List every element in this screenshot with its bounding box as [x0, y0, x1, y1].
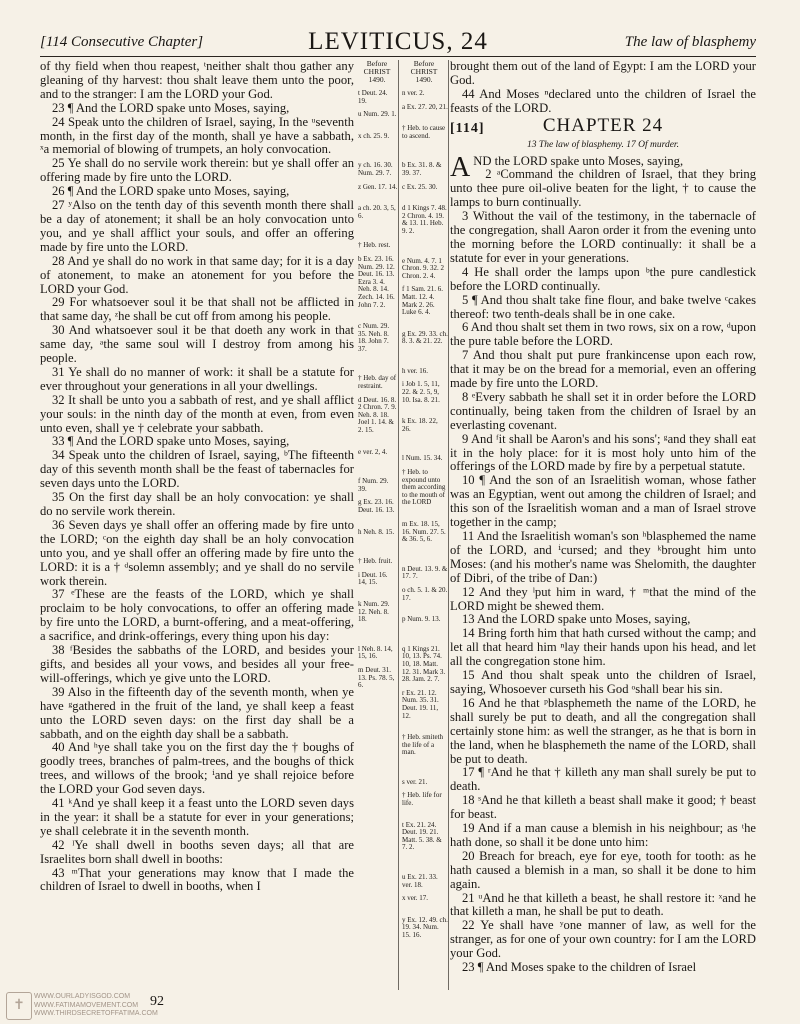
chapter-consecutive-number: [114]	[450, 120, 485, 136]
verse: 6 And thou shalt set them in two rows, six on a row, ᵈupon the pure table before the LORD.	[450, 320, 756, 349]
margin-references-right	[400, 60, 449, 990]
margin-reference: o ch. 5. 1. & 20. 17.	[402, 585, 448, 602]
margin-reference: l Num. 15. 34.	[402, 454, 443, 463]
margin-reference: e ver. 2, 4.	[358, 447, 388, 456]
verse: 27 ʸAlso on the tenth day of this seventh month there shall be a day of atonement; it shall be an holy convocation unto you, and ye shall afflict your souls, and offer an offering made by fire unto the LORD.	[40, 198, 354, 254]
date-heading: Before CHRIST 1490.	[363, 60, 391, 84]
verse: 3 Without the vail of the testimony, in the tabernacle of the congregation, shall Aaron order it from the evening unto the morning before the LORD continually: it shall be a statute for ever in your generations.	[450, 209, 756, 265]
margin-reference: † Heb. rest.	[358, 241, 391, 250]
verse: 42 ˡYe shall dwell in booths seven days; all that are Israelites born shall dwell in booths:	[40, 837, 354, 866]
date-heading: Before CHRIST 1490.	[410, 60, 438, 84]
verse: 10 ¶ And the son of an Israelitish woman, whose father was an Egyptian, went out among the children of Israel; and this son of the Israelitish woman and a man of Israel strove together in the camp;	[450, 473, 756, 530]
chapter-heading	[450, 114, 756, 139]
margin-reference: x ver. 17.	[402, 894, 429, 903]
verse: 24 Speak unto the children of Israel, saying, In the ᵘseventh month, in the first day of the month, shall ye have a sabbath, ˣa memorial of blowing of trumpets, an holy convocation.	[40, 114, 354, 157]
margin-reference: b Ex. 31. 8. & 39. 37.	[402, 161, 442, 177]
verse: 44 And Moses ⁿdeclared unto the children of Israel the feasts of the LORD.	[450, 86, 756, 115]
margin-reference: c Num. 29. 35. Neh. 8. 18. John 7. 37.	[358, 322, 390, 353]
margin-reference: s ver. 21.	[402, 777, 428, 786]
margin-reference: t Ex. 21. 24. Deut. 19. 21. Matt. 5. 38. & 7. 2.	[402, 820, 442, 852]
verse: 23 ¶ And the LORD spake unto Moses, saying,	[52, 100, 290, 115]
margin-reference: p Num. 9. 13.	[402, 615, 441, 624]
margin-reference: z Gen. 17. 14.	[358, 182, 398, 191]
margin-reference: g Ex. 23. 16. Deut. 16. 13.	[358, 498, 395, 514]
margin-reference: e Num. 4. 7. 1 Chron. 9. 32. 2 Chron. 2. 4.	[402, 256, 444, 280]
margin-reference: b Ex. 23. 16. Num. 29. 12. Deut. 16. 13. Ezra 3. 4. Neh. 8. 14. Zech. 14. 16. John 7. 2.	[358, 254, 395, 309]
margin-reference: i Job 1. 5, 11, 22. & 2. 5, 9, 10. Isa. 8. 21.	[402, 380, 440, 404]
margin-reference: k Ex. 18. 22, 26.	[402, 417, 438, 433]
watermark-url: WWW.THIRDSECRETOFFATIMA.COM	[34, 1010, 158, 1017]
verse: 21 ᵘAnd he that killeth a beast, he shall restore it: ˣand he that killeth a man, he shall be put to death.	[450, 890, 756, 919]
margin-reference: m Deut. 31. 13. Ps. 78. 5, 6.	[358, 665, 395, 690]
verse: 29 For whatsoever soul it be that shall not be afflicted in that same day, ᶻhe shall be cut off from among his people.	[40, 295, 354, 324]
verse: 35 On the first day shall be an holy convocation: ye shall do no servile work therein.	[40, 490, 354, 518]
margin-reference: n ver. 2.	[402, 89, 425, 97]
verse: 31 Ye shall do no manner of work: it shall be a statute for ever throughout your generations in all your dwellings.	[40, 364, 354, 393]
margin-reference: † Heb. to expound unto them according to the mouth of the LORD	[402, 468, 446, 507]
margin-reference: † Heb. to cause to ascend.	[402, 124, 446, 140]
margin-references-left	[356, 60, 399, 990]
verse: 15 And thou shalt speak unto the children of Israel, saying, Whosoever curseth his God ᵒshall bear his sin.	[450, 668, 756, 696]
margin-reference: u Num. 29. 1.	[358, 110, 397, 119]
verse: 40 And ʰye shall take you on the first day the † boughs of goodly trees, branches of palm-trees, and the boughs of thick trees, and willows of the brook; ⁱand ye shall rejoice before the LORD your God seven days.	[40, 740, 354, 797]
margin-reference: h Neh. 8. 15.	[358, 527, 395, 536]
verse: 12 And they ˡput him in ward, † ᵐthat the mind of the LORD might be shewed them.	[450, 584, 756, 613]
verse: AND the LORD spake unto Moses, saying,	[450, 151, 684, 183]
margin-reference: m Ex. 18. 15, 16. Num. 27. 5. & 36. 5, 6.	[402, 520, 446, 544]
verse: 25 Ye shall do no servile work therein: but ye shall offer an offering made by fire unto the LORD.	[40, 156, 354, 185]
verse: 2 ᵃCommand the children of Israel, that they bring unto thee pure oil-olive beaten for the light, † to cause the lamps to burn continually.	[450, 167, 756, 210]
page-number: 92	[150, 994, 164, 1009]
margin-reference: f Num. 29. 39.	[358, 477, 389, 493]
margin-reference: d Deut. 16. 8. 2 Chron. 7. 9. Neh. 8. 18. Joel 1. 14. & 2. 15.	[358, 395, 397, 435]
verse: 18 ˢAnd he that killeth a beast shall make it good; † beast for beast.	[450, 793, 756, 822]
margin-reference: † Heb. smiteth the life of a man.	[402, 733, 444, 757]
margin-reference: a ch. 20. 3, 5, 6.	[358, 204, 396, 220]
verse: 11 And the Israelitish woman's son ʰblasphemed the name of the LORD, and ⁱcursed; and they ᵏbrought him unto Moses: (and his mother's name was Shelomith, the daughter of Dibri, of the tribe of Dan:)	[450, 529, 756, 585]
verse: 39 Also in the fifteenth day of the seventh month, when ye have ᵍgathered in the fruit of the land, ye shall keep a feast unto the LORD seven days: on the first day shall be a sabbath, and on the eighth day shall be a sabbath.	[40, 684, 354, 741]
watermark-url: WWW.FATIMAMOVEMENT.COM	[34, 1001, 139, 1009]
left-text-column	[40, 60, 354, 990]
margin-reference: g Ex. 29. 33. ch. 8. 3. & 21. 22.	[402, 329, 448, 346]
margin-reference: a Ex. 27. 20, 21.	[402, 102, 448, 111]
margin-reference: x ch. 25. 9.	[358, 131, 390, 140]
verse: 7 And thou shalt put pure frankincense upon each row, that it may be on the bread for a memorial, even an offering made by fire unto the LORD.	[450, 348, 756, 391]
verse: 30 And whatsoever soul it be that doeth any work in that same day, ᵃthe same soul will I destroy from among his people.	[40, 323, 354, 366]
watermark-url: WWW.OURLADYISGOD.COM	[34, 993, 131, 1000]
verse: 34 Speak unto the children of Israel, saying, ᵇThe fifteenth day of this seventh month shall be the feast of tabernacles for seven days unto the LORD.	[40, 448, 354, 491]
verse: 22 Ye shall have ʸone manner of law, as well for the stranger, as for one of your own country: for I am the LORD your God.	[450, 918, 756, 961]
verse: 4 He shall order the lamps upon ᵇthe pure candlestick before the LORD continually.	[450, 264, 756, 293]
verse: 8 ᵉEvery sabbath he shall set it in order before the LORD continually, being taken from the children of Israel by an everlasting covenant.	[450, 389, 756, 432]
verse: 16 And he that ᵖblasphemeth the name of the LORD, he shall surely be put to death, and all the congregation shall certainly stone him: as well the stranger, as he that is born in the land, when he blasphemeth the name of the LORD, shall be put to death.	[450, 695, 756, 766]
margin-reference: † Heb. life for life.	[402, 791, 442, 808]
margin-reference: † Heb. day of restraint.	[358, 374, 397, 391]
verse: of thy field when thou reapest, ᵗneither shalt thou gather any gleaning of thy harvest: thou shalt leave them unto the poor, and to the stranger: I am the LORD your God.	[40, 60, 354, 101]
verse: 13 And the LORD spake unto Moses, saying,	[462, 612, 691, 627]
verse: 43 ᵐThat your generations may know that I made the children of Israel to dwell in booths, when I	[40, 865, 354, 894]
book-title: LEVITICUS, 24	[308, 28, 488, 55]
verse: brought them out of the land of Egypt: I am the LORD your God.	[450, 60, 756, 87]
verse: 23 ¶ And Moses spake to the children of Israel	[462, 960, 697, 975]
margin-reference: d 1 Kings 7. 48. 2 Chron. 4. 19. & 13. 11. Heb. 9. 2.	[402, 204, 447, 235]
watermark-urls	[34, 993, 158, 1019]
verse: 9 And ᶠit shall be Aaron's and his sons'; ᵍand they shall eat it in the holy place: for it is most holy unto him of the offerings of the LORD made by fire by a perpetual statute.	[450, 431, 756, 474]
verse: 17 ¶ ʳAnd he that † killeth any man shall surely be put to death.	[450, 765, 756, 794]
margin-reference: i Deut. 16. 14, 15.	[358, 570, 388, 587]
margin-reference: y Ex. 12. 49. ch. 19. 34. Num. 15. 16.	[402, 915, 448, 939]
verse: 26 ¶ And the LORD spake unto Moses, saying,	[52, 184, 290, 199]
margin-reference: n Deut. 13. 9. & 17. 7.	[402, 564, 448, 581]
margin-reference: t Deut. 24. 19.	[358, 89, 388, 105]
verse: 5 ¶ And thou shalt take fine flour, and bake twelve ᶜcakes thereof: two tenth-deals shall be in one cake.	[450, 292, 756, 321]
margin-reference: f 1 Sam. 21. 6. Matt. 12. 4. Mark 2. 26. Luke 6. 4.	[402, 285, 444, 317]
verse: 14 Bring forth him that hath cursed without the camp; and let all that heard him ⁿlay their hands upon his head, and let all the congregation stone him.	[450, 626, 756, 669]
verse: 32 It shall be unto you a sabbath of rest, and ye shall afflict your souls: in the ninth day of the month at even, from even unto even, shall ye † celebrate your sabbath.	[40, 392, 354, 435]
verse: 38 ᶠBesides the sabbaths of the LORD, and besides your gifts, and besides all your vows, and besides all your free-will-offerings, which ye give unto the LORD.	[40, 643, 354, 685]
margin-reference: l Neh. 8. 14, 15, 16.	[358, 644, 393, 661]
right-text-column	[450, 60, 756, 990]
drop-cap: A	[450, 151, 471, 183]
margin-reference: k Num. 29. 12. Neh. 8. 18.	[358, 599, 390, 624]
verse: 20 Breach for breach, eye for eye, tooth for tooth: as he hath caused a blemish in a man, so shall it be done to him again.	[450, 848, 756, 891]
verse: 37 ᵉThese are the feasts of the LORD, which ye shall proclaim to be holy convocations, to offer an offering made by fire unto the LORD, a burnt-offering, and a meat-offering, a sacrifice, and drink-offerings, every thing upon his day:	[40, 587, 354, 644]
margin-reference: u Ex. 21. 33. ver. 18.	[402, 873, 438, 889]
verse: 33 ¶ And the LORD spake unto Moses, saying,	[52, 434, 290, 449]
verse: 28 And ye shall do no work in that same day; for it is a day of atonement, to make an atonement for you before the LORD your God.	[40, 253, 354, 296]
verse: 41 ᵏAnd ye shall keep it a feast unto the LORD seven days in the year: it shall be a statute for ever in your generations; ye shall celebrate it in the seventh month.	[40, 796, 354, 838]
verse: 19 And if a man cause a blemish in his neighbour; as ᵗhe hath done, so shall it be done unto him:	[450, 821, 756, 849]
page-header	[40, 28, 756, 57]
margin-reference: c Ex. 25. 30.	[402, 182, 438, 191]
verse: 36 Seven days ye shall offer an offering made by fire unto the LORD; ᶜon the eighth day shall be an holy convocation unto you, and ye shall offer an offering made by fire unto the LORD: it is a † ᵈsolemn assembly; and ye shall do no servile work therein.	[40, 517, 354, 588]
page-footer	[0, 990, 800, 1024]
running-title: The law of blasphemy	[624, 34, 756, 50]
margin-reference: † Heb. fruit.	[358, 557, 393, 566]
margin-reference: q 1 Kings 21. 10, 13. Ps. 74. 10, 18. Matt. 12. 31. Mark 3. 28. Jam. 2. 7.	[402, 644, 446, 684]
margin-reference: h ver. 16.	[402, 366, 429, 375]
chapter-summary: 13 The law of blasphemy. 17 Of murder.	[527, 139, 679, 150]
chapter-title: CHAPTER 24	[542, 114, 664, 136]
margin-reference: y ch. 16. 30. Num. 29. 7.	[358, 161, 393, 177]
margin-reference: r Ex. 21. 12. Num. 35. 31. Deut. 19. 11, 12.	[402, 688, 439, 720]
shield-icon: ✝	[6, 992, 32, 1020]
consecutive-chapter-label: [114 Consecutive Chapter]	[40, 34, 204, 50]
